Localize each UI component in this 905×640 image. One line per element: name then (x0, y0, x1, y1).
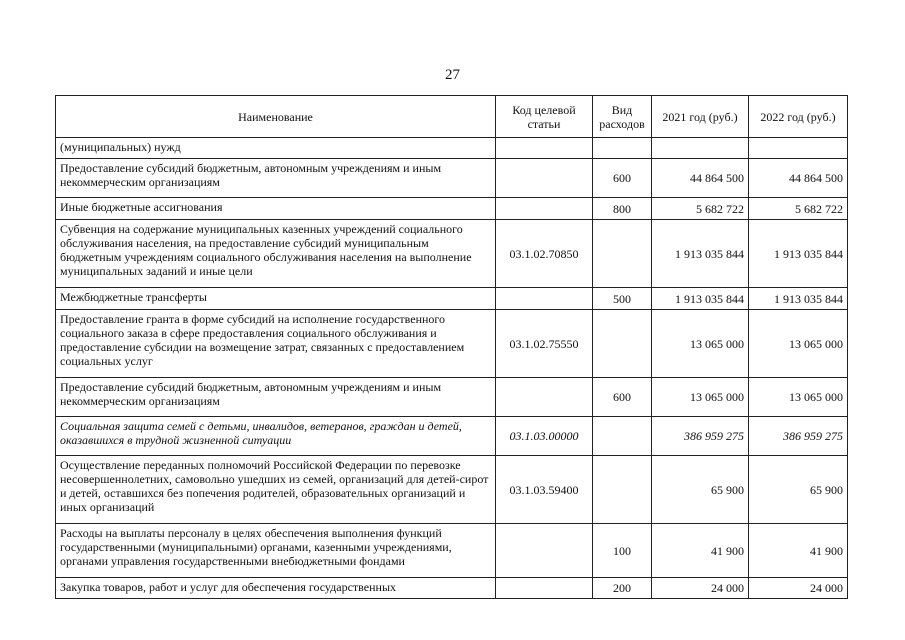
row-kind: 600 (593, 159, 652, 198)
row-2021: 1 913 035 844 (652, 220, 749, 288)
row-2021: 13 065 000 (652, 310, 749, 378)
row-2022: 1 913 035 844 (749, 288, 848, 310)
table-row (56, 310, 848, 378)
row-kind (593, 310, 652, 378)
row-name: Предоставление гранта в форме субсидий на исполнение государственного социального заказа в сфере предоставления социального обслуживания и предоставление субсидии на возмещение затрат, связанных с предоставлением социальных услуг (56, 310, 496, 378)
table-row (56, 198, 848, 220)
table-row (56, 138, 848, 159)
row-kind (593, 138, 652, 159)
row-kind (593, 220, 652, 288)
row-kind: 600 (593, 378, 652, 417)
row-code: 03.1.03.00000 (496, 417, 593, 456)
row-2022: 41 900 (749, 524, 848, 578)
row-code (496, 288, 593, 310)
table-header-row (56, 96, 848, 138)
header-2022: 2022 год (руб.) (749, 96, 848, 138)
row-2022: 13 065 000 (749, 378, 848, 417)
row-code (496, 524, 593, 578)
row-2022: 1 913 035 844 (749, 220, 848, 288)
row-2021 (652, 138, 749, 159)
row-2022 (749, 138, 848, 159)
header-2021: 2021 год (руб.) (652, 96, 749, 138)
row-2021: 41 900 (652, 524, 749, 578)
row-name: Предоставление субсидий бюджетным, автономным учреждениям и иным некоммерческим организациям (56, 159, 496, 198)
row-kind: 100 (593, 524, 652, 578)
header-kind: Вид расходов (593, 96, 652, 138)
row-code (496, 578, 593, 599)
table-row (56, 220, 848, 288)
row-2022: 5 682 722 (749, 198, 848, 220)
table-row (56, 159, 848, 198)
row-2021: 44 864 500 (652, 159, 749, 198)
row-name: Межбюджетные трансферты (56, 288, 496, 310)
row-code: 03.1.03.59400 (496, 456, 593, 524)
row-kind: 200 (593, 578, 652, 599)
row-2021: 24 000 (652, 578, 749, 599)
row-2022: 65 900 (749, 456, 848, 524)
row-2021: 5 682 722 (652, 198, 749, 220)
row-2021: 65 900 (652, 456, 749, 524)
table-row (56, 417, 848, 456)
row-2022: 24 000 (749, 578, 848, 599)
header-name: Наименование (56, 96, 496, 138)
row-code (496, 198, 593, 220)
row-2021: 1 913 035 844 (652, 288, 749, 310)
page-number: 27 (445, 67, 460, 83)
table-row (56, 456, 848, 524)
row-code (496, 138, 593, 159)
budget-table (55, 95, 848, 599)
row-2022: 44 864 500 (749, 159, 848, 198)
row-kind (593, 456, 652, 524)
table-row (56, 524, 848, 578)
table-body (56, 138, 848, 599)
row-kind: 800 (593, 198, 652, 220)
row-kind: 500 (593, 288, 652, 310)
table-row (56, 578, 848, 599)
row-name: Социальная защита семей с детьми, инвалидов, ветеранов, граждан и детей, оказавшихся в трудной жизненной ситуации (56, 417, 496, 456)
row-code: 03.1.02.75550 (496, 310, 593, 378)
header-code: Код целевой статьи (496, 96, 593, 138)
row-2022: 13 065 000 (749, 310, 848, 378)
row-2021: 13 065 000 (652, 378, 749, 417)
row-code (496, 378, 593, 417)
row-name: Предоставление субсидий бюджетным, автономным учреждениям и иным некоммерческим организациям (56, 378, 496, 417)
row-code (496, 159, 593, 198)
row-name: Закупка товаров, работ и услуг для обеспечения государственных (56, 578, 496, 599)
row-2022: 386 959 275 (749, 417, 848, 456)
table-row (56, 378, 848, 417)
row-name: Расходы на выплаты персоналу в целях обеспечения выполнения функций государственными (муниципальными) органами, казенными учреждениями, органами управления государственными внебюджетными фондами (56, 524, 496, 578)
row-name: Осуществление переданных полномочий Российской Федерации по перевозке несовершеннолетних, самовольно ушедших из семей, организаций для детей-сирот и детей, оставшихся без попечения родителей, образовательных организаций и иных организаций (56, 456, 496, 524)
row-name: Иные бюджетные ассигнования (56, 198, 496, 220)
row-code: 03.1.02.70850 (496, 220, 593, 288)
table-row (56, 288, 848, 310)
row-name: (муниципальных) нужд (56, 138, 496, 159)
row-kind (593, 417, 652, 456)
row-2021: 386 959 275 (652, 417, 749, 456)
row-name: Субвенция на содержание муниципальных казенных учреждений социального обслуживания населения, на предоставление субсидий муниципальным бюджетным учреждениям социального обслуживания населения на выполнение муниципальных заданий и иные цели (56, 220, 496, 288)
